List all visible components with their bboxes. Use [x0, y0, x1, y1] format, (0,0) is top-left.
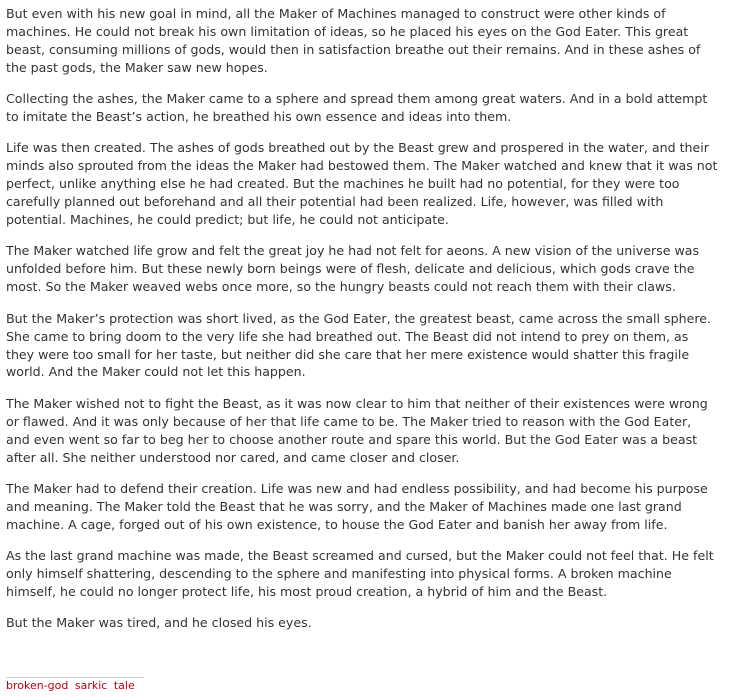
article-body [6, 5, 718, 646]
paragraph: But the Maker was tired, and he closed his eyes. [6, 615, 312, 631]
tag-link-tale[interactable]: tale [113, 679, 135, 692]
paragraph: The Maker watched life grow and felt the great joy he had not felt for aeons. A new vision of the universe was unfolded before him. But these newly born beings were of flesh, delicate and delicious, which gods crave the most. So the Maker weaved webs once more, so the hungry beasts could not reach them with their claws. [6, 243, 700, 295]
paragraph: The Maker wished not to fight the Beast, as it was now clear to him that neither of their existences were wrong or flawed. And it was only because of her that life came to be. The Maker tried to reason with the God Eater, and even went so far to beg her to choose another route and spare this world. But the God Eater was a beast after all. She neither understood nor cared, and came closer and closer. [6, 395, 708, 465]
paragraph: The Maker had to defend their creation. Life was new and had endless possibility, and had become his purpose and meaning. The Maker told the Beast that he was sorry, and the Maker of Machines made one last grand machine. A cage, forged out of his own existence, to house the God Eater and banish her away from life. [6, 480, 708, 532]
tag-link-broken-god[interactable]: broken-god [6, 679, 69, 692]
paragraph: As the last grand machine was made, the Beast screamed and cursed, but the Maker could not feel that. He felt only himself shattering, descending to the sphere and manifesting into physical forms. A broken machine himself, he could no longer protect life, his most proud creation, a hybrid of him and the Beast. [6, 548, 714, 599]
tag-link-sarkic[interactable]: sarkic [74, 679, 108, 692]
paragraph: Life was then created. The ashes of gods breathed out by the Beast grew and prospered in the water, and their minds also sprouted from the ideas the Maker had bestowed them. The Maker watched and knew that it was not perfect, unlike anything else he had created. But the machines he built had no potential, for they were too carefully planned out beforehand and all their potential had been realized. Life, however, was filled with potential. Machines, he could predict; but life, he could not anticipate. [6, 140, 718, 228]
page-tags [6, 677, 144, 693]
paragraph: But the Maker’s protection was short lived, as the God Eater, the greatest beast, came across the small sphere. She came to bring doom to the very life she had breathed out. The Beast did not intend to prey on them, as they were too small for her taste, but neither did she care that her mere existence would shatter this fragile world. And the Maker could not let this happen. [6, 310, 711, 380]
paragraph: Collecting the ashes, the Maker came to a sphere and spread them among great waters. And in a bold attempt to imitate the Beast’s action, he breathed his own essence and ideas into them. [6, 91, 708, 125]
paragraph: But even with his new goal in mind, all the Maker of Machines managed to construct were other kinds of machines. He could not break his own limitation of ideas, so he placed his eyes on the God Eater. This great beast, consuming millions of gods, would then in satisfaction breathe out their remains. And in these ashes of the past gods, the Maker saw new hopes. [6, 6, 701, 75]
